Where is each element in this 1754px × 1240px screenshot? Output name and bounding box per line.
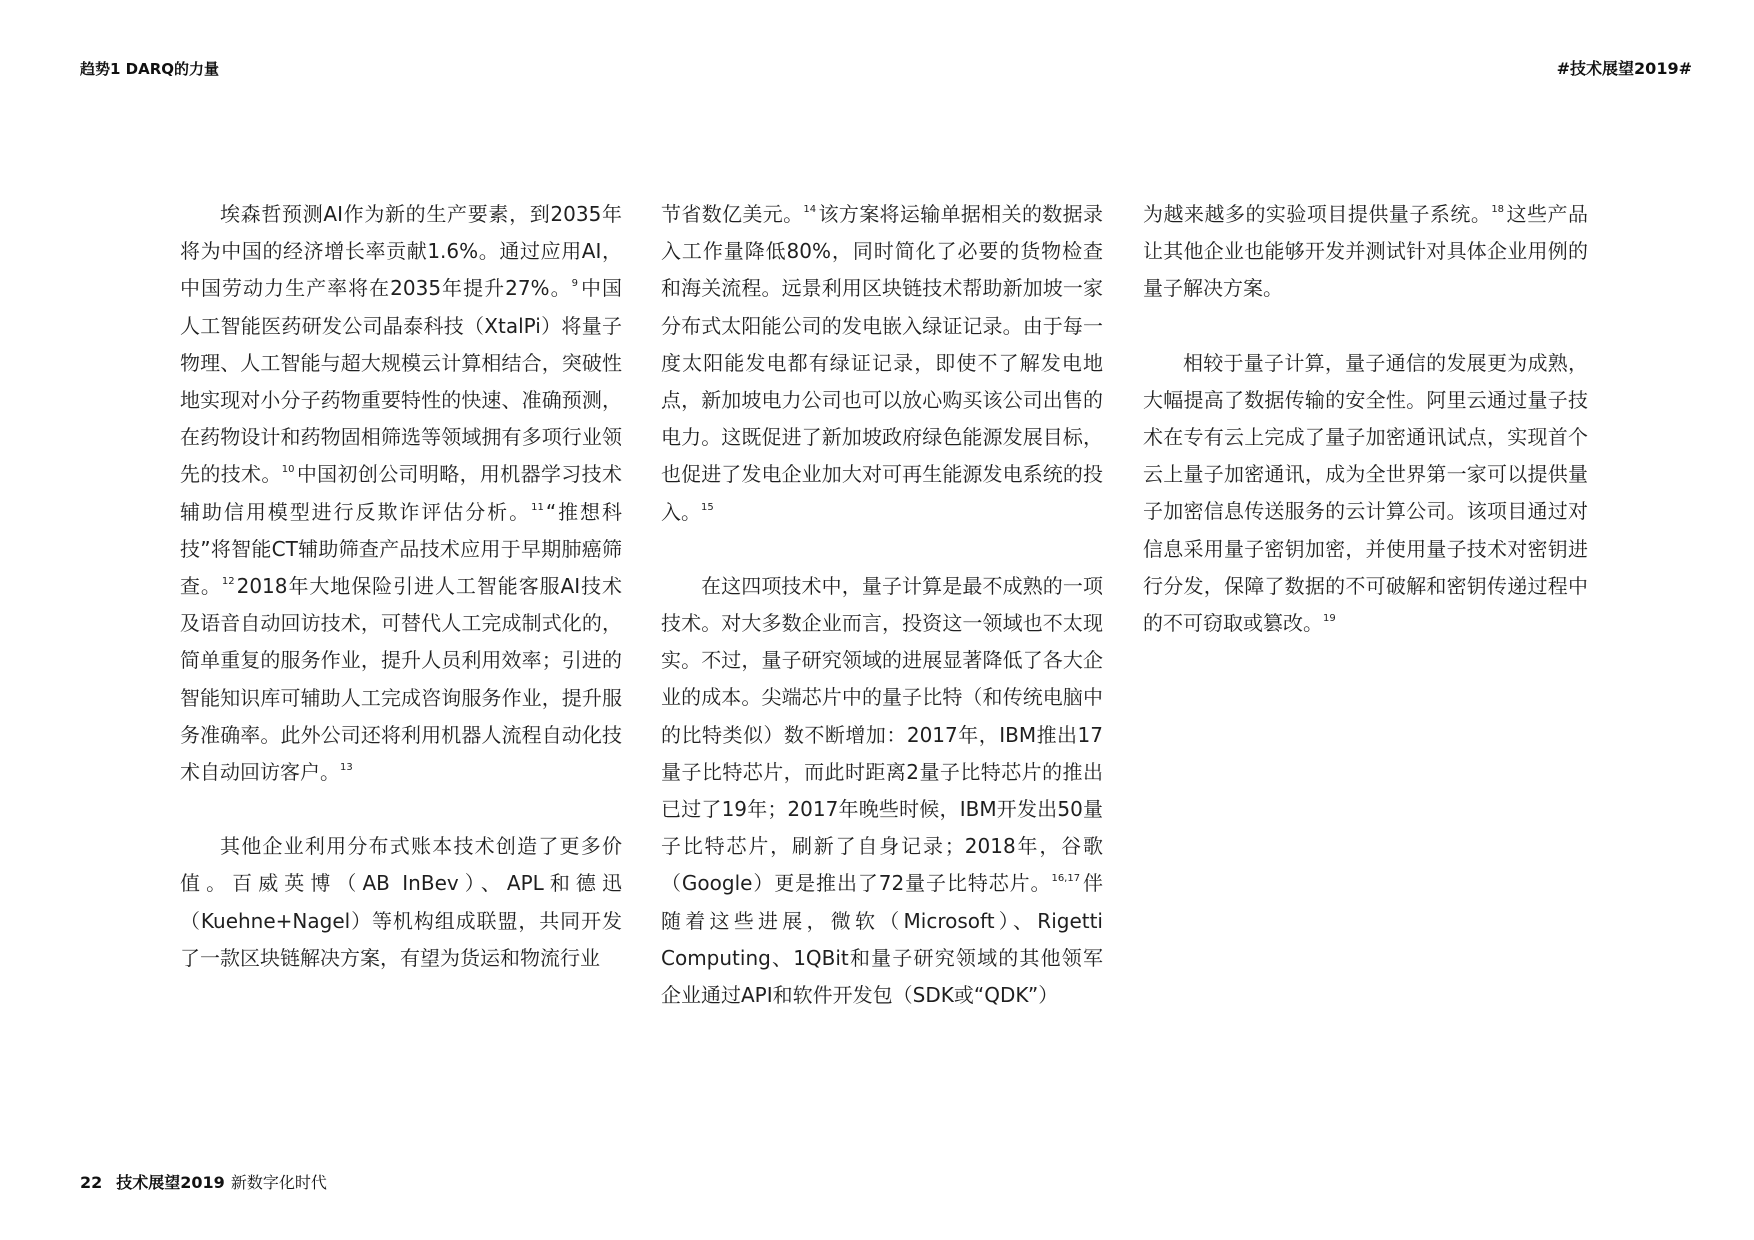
footnote-marker: 13 xyxy=(340,762,353,774)
body-paragraph xyxy=(661,196,1103,531)
paragraph-text: 中国人工智能医药研发公司晶泰科技（XtalPi）将量子物理、人工智能与超大规模云计算相结合，突破性地实现对小分子药物重要特性的快速、准确预测，在药物设计和药物固相筛选等领域拥有多项行业领先的技术。 xyxy=(180,276,622,487)
paragraph-text: 相较于量子计算，量子通信的发展更为成熟，大幅提高了数据传输的安全性。阿里云通过量子技术在专有云上完成了量子加密通讯试点，实现首个云上量子加密通讯，成为全世界第一家可以提供量子加密信息传送服务的云计算公司。该项目通过对信息采用量子密钥加密，并使用量子技术对密钥进行分发，保障了数据的不可破解和密钥传递过程中的不可窃取或篡改。 xyxy=(1143,350,1588,636)
footnote-marker: 12 xyxy=(221,576,235,588)
text-column-2 xyxy=(661,196,1103,1051)
body-paragraph xyxy=(180,196,622,791)
footer-publication: 技术展望2019 xyxy=(116,1173,225,1192)
paragraph-text: “推想科技”将智能CT辅助筛查产品技术应用于早期肺癌筛查。 xyxy=(180,499,622,599)
footnote-marker: 16,17 xyxy=(1051,873,1081,885)
text-column-3 xyxy=(1143,196,1588,679)
paragraph-text: 中国初创公司明略，用机器学习技术辅助信用模型进行反欺诈评估分析。 xyxy=(180,462,623,524)
paragraph-text: 2018年大地保险引进人工智能客服AI技术及语音自动回访技术，可替代人工完成制式化的，简单重复的服务作业，提升人员利用效率；引进的智能知识库可辅助人工完成咨询服务作业，提升服务准确率。此外公司还将利用机器人流程自动化技术自动回访客户。 xyxy=(180,574,623,785)
page-footer xyxy=(80,1170,327,1193)
footnote-marker: 14 xyxy=(803,204,817,215)
paragraph-text: 这些产品让其他企业也能够开发并测试针对具体企业用例的量子解决方案。 xyxy=(1143,202,1589,301)
paragraph-text: 伴随着这些进展，微软（Microsoft）、Rigetti Computing、1QBit和量子研究领域的其他领军企业通过API和软件开发包（SDK或“QDK”） xyxy=(661,871,1103,1008)
footer-subtitle: 新数字化时代 xyxy=(230,1173,327,1192)
body-paragraph xyxy=(180,828,622,977)
footnote-marker: 18 xyxy=(1491,204,1505,215)
paragraph-text: 其他企业利用分布式账本技术创造了更多价值。百威英博（AB InBev）、APL和德迅（Kuehne+Nagel）等机构组成联盟，共同开发了一款区块链解决方案，有望为货运和物流行业 xyxy=(180,834,622,970)
text-column-1 xyxy=(180,196,622,1014)
paragraph-text: 埃森哲预测AI作为新的生产要素，到2035年将为中国的经济增长率贡献1.6%。通过应用AI，中国劳动力生产率将在2035年提升27%。 xyxy=(180,202,622,301)
footnote-marker: 19 xyxy=(1323,613,1336,625)
body-paragraph xyxy=(1143,196,1588,308)
running-header-hashtag: #技术展望2019# xyxy=(1556,59,1692,78)
body-paragraph xyxy=(1143,345,1588,643)
footnote-marker: 10 xyxy=(281,464,295,476)
body-paragraph xyxy=(661,568,1103,1014)
running-header-section: 趋势1 DARQ的力量 xyxy=(80,60,220,78)
paragraph-text: 该方案将运输单据相关的数据录入工作量降低80%，同时简化了必要的货物检查和海关流程。远景利用区块链技术帮助新加坡一家分布式太阳能公司的发电嵌入绿证记录。由于每一度太阳能发电都有绿证记录，即使不了解发电地点，新加坡电力公司也可以放心购买该公司出售的电力。这既促进了新加坡政府绿色能源发展目标，也促进了发电企业加大对可再生能源发电系统的投入。 xyxy=(661,202,1103,524)
paragraph-text: 为越来越多的实验项目提供量子系统。 xyxy=(1143,202,1492,226)
footnote-marker: 9 xyxy=(571,278,578,290)
footnote-marker: 15 xyxy=(701,501,714,513)
paragraph-text: 在这四项技术中，量子计算是最不成熟的一项技术。对大多数企业而言，投资这一领域也不太现实。不过，量子研究领域的进展显著降低了各大企业的成本。尖端芯片中的量子比特（和传统电脑中的比特类似）数不断增加：2017年，IBM推出17量子比特芯片，而此时距离2量子比特芯片的推出已过了19年；2017年晚些时候，IBM开发出50量子比特芯片，刷新了自身记录；2018年，谷歌（Google）更是推出了72量子比特芯片。 xyxy=(661,573,1103,896)
footnote-marker: 11 xyxy=(531,501,544,513)
page-number: 22 xyxy=(80,1173,103,1192)
paragraph-text: 节省数亿美元。 xyxy=(661,202,804,226)
